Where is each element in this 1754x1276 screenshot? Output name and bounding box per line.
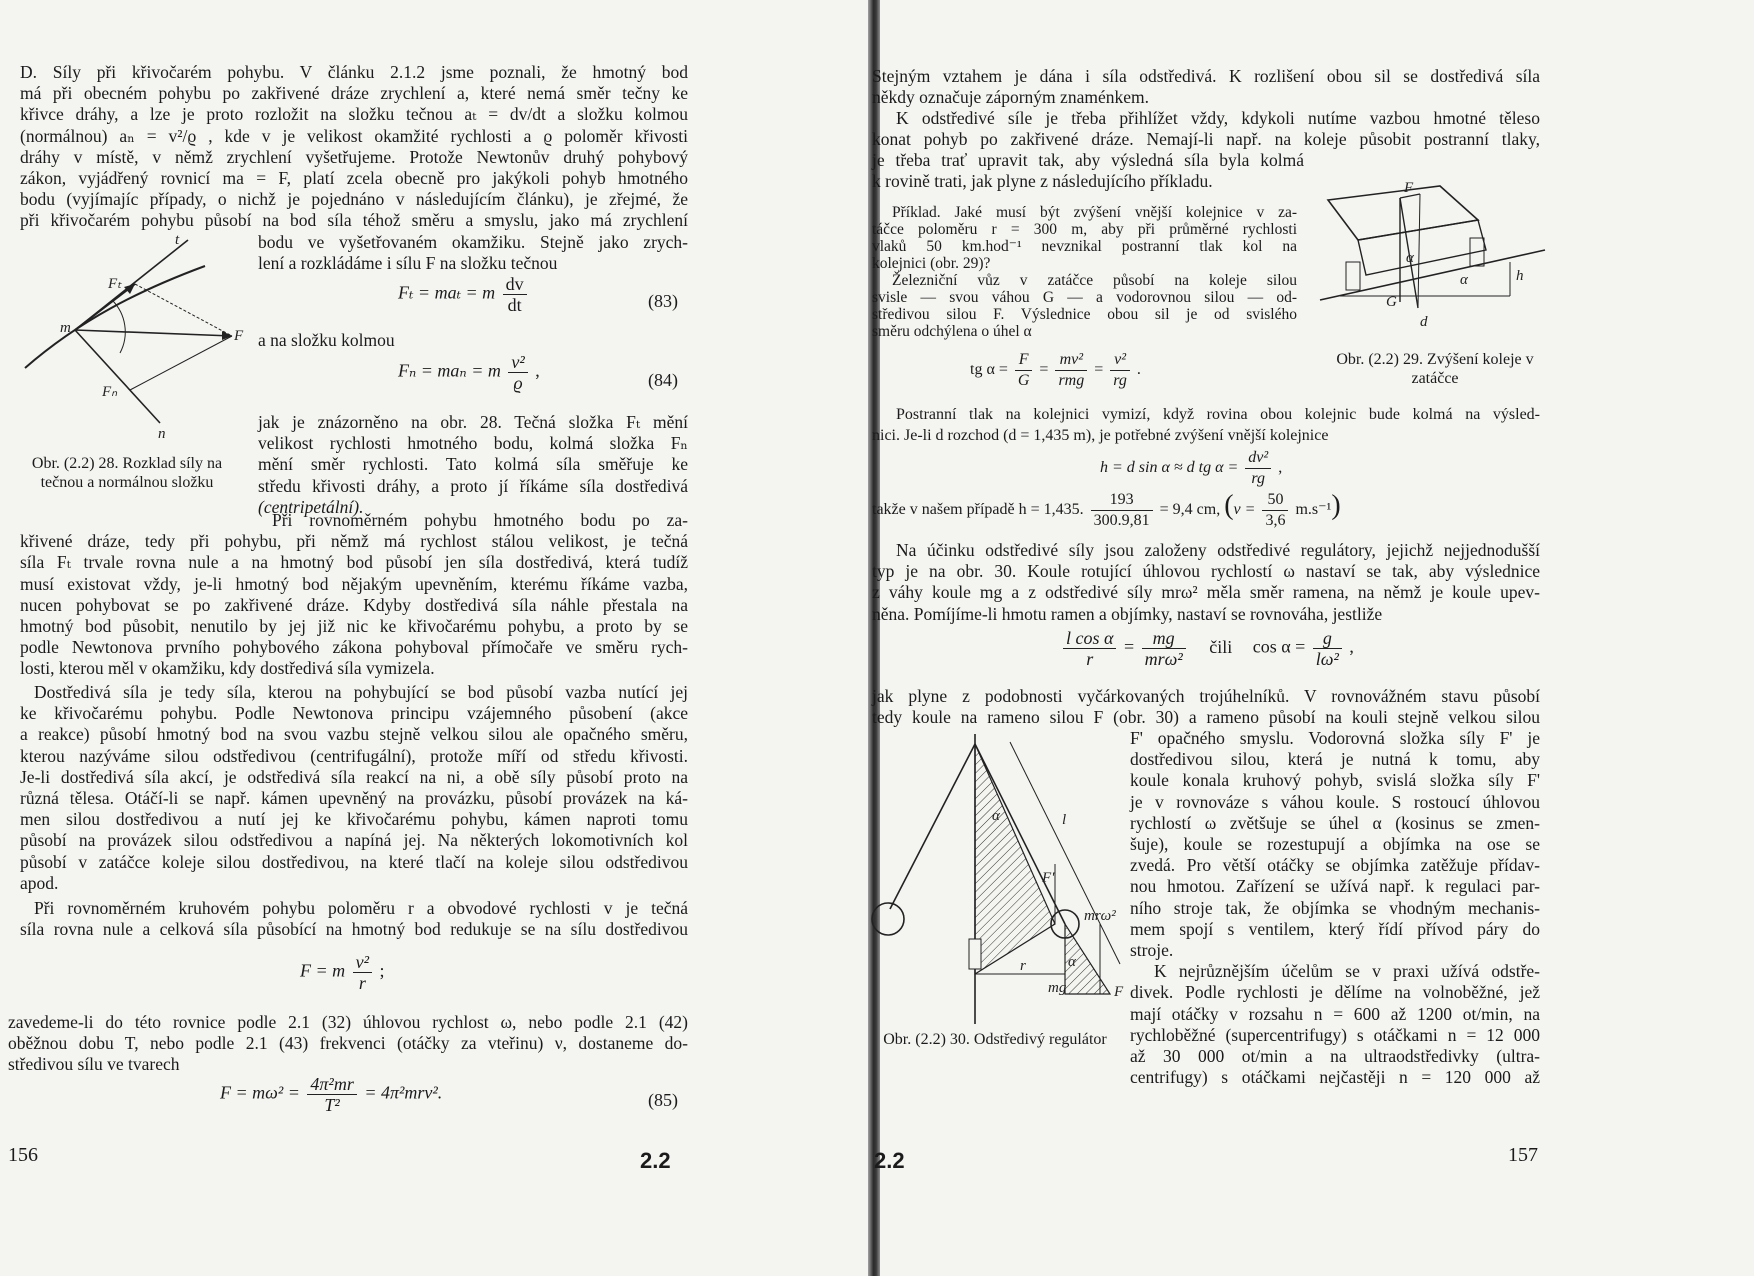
text-line: hmotný bod působit, nenutilo by jej již nic ke křivočarému pohybu, a proto by se: [20, 616, 688, 637]
paragraph-centripetal: [20, 682, 688, 894]
text-line: svisle — svou váhou G — a vodorovnou silou — od-: [872, 289, 1297, 306]
label-F: F: [1114, 984, 1124, 1000]
eq-tail: ,: [1278, 459, 1283, 477]
label-alpha: α: [992, 808, 1000, 824]
text-line: typ je na obr. 30. Koule rotující úhlovou rychlostí ω nastaví se tak, aby výslednice: [872, 561, 1540, 582]
denominator: ϱ: [513, 373, 523, 393]
track-plane: [1320, 250, 1545, 300]
text-line: stroje.: [1130, 940, 1174, 961]
label-F-prime: F': [1042, 870, 1055, 886]
left-page: [0, 0, 868, 1276]
fraction: [1015, 350, 1033, 391]
label-alpha: α: [1406, 250, 1414, 266]
figure-29-rail-elevation: [1320, 180, 1550, 345]
eq-mid: čili: [1209, 636, 1233, 657]
eq-lhs: Fₙ = maₙ = m: [398, 360, 501, 381]
numerator: 50: [1262, 490, 1288, 511]
figure-30-centrifugal-regulator: [870, 734, 1140, 1024]
page-number: 156: [8, 1144, 38, 1166]
text-line: velikost rychlosti hmotného bodu, kolmá složka Fₙ: [258, 433, 688, 454]
denominator: dt: [507, 295, 522, 315]
text-line: má při obecném pohybu po zakřivené dráze zrychlení a, které nemá směr tečny ke: [20, 83, 688, 104]
text-line: mají otáčky v rozsahu n = 600 až 1200 ot/min, na: [1130, 1003, 1540, 1024]
text-line: rychloběžné (supercentrifugy) s otáčkami n = 12 000: [1130, 1024, 1540, 1045]
text-line: křivce dráhy, a lze je proto rozložit na složku tečnou aₜ = dv/dt a složku kolmou: [20, 104, 688, 125]
equation-circular: [300, 952, 385, 993]
fraction: [1055, 350, 1087, 391]
text-line: a na složku kolmou: [258, 330, 395, 350]
numerator: v²: [353, 952, 372, 973]
text-line: D. Síly při křivočarém pohybu. V článku 2.1.2 jsme poznali, že hmotný bod: [20, 62, 688, 82]
label-n: n: [158, 426, 166, 442]
fraction: [1110, 350, 1130, 391]
fraction: [1313, 628, 1342, 669]
figure-30-caption: Obr. (2.2) 30. Odstředivý regulátor: [883, 1031, 1107, 1048]
text-line: kolejnici (obr. 29)?: [872, 255, 991, 272]
text-line: Postranní tlak na kolejnici vymizí, když rovina obou kolejnic bude kolmá na výsled-: [896, 406, 1540, 423]
fraction: [353, 952, 372, 993]
equation-tg: tg α = $\frac{F}{G}$ = $\frac{\text{mv²}}{\text{rmg}}$ = $\frac{\text{v²}}{rg}$ .: [970, 351, 1141, 389]
paragraph-circular: [20, 898, 688, 940]
text-line: Dostředivá síla je tedy síla, kterou na pohybující se bod působí vazba nutící jej: [34, 682, 688, 702]
text-line: směru odchýlena o úhel α: [872, 323, 1032, 340]
text-line: zákon, vyjádřený rovnicí ma = F, platí zcela obecně pro jakýkoli pohyb hmotného: [20, 168, 688, 189]
text-line: divek. Podle rychlosti je dělíme na volnoběžné, jež: [1130, 982, 1540, 1003]
numerator: 193: [1091, 490, 1153, 511]
paragraph-regulator-text: [1130, 728, 1540, 1088]
paragraph-beside-figure: [258, 232, 688, 274]
numerator: v²: [1110, 350, 1130, 371]
numerator: mv²: [1055, 350, 1087, 371]
normal-line: [75, 330, 160, 423]
text-line: Je-li dostředivá síla akcí, je odstředivá síla reakcí na ni, a obě síly působí proto na: [20, 766, 688, 787]
eq-lhs: Fₜ = maₜ = m: [398, 282, 496, 303]
label-l: l: [1062, 812, 1067, 828]
arm-left: [890, 744, 975, 909]
text-line: dráhy v místě, v němž zrychlení vyšetřujeme. Protože Newtonův druhý pohybový: [20, 146, 688, 167]
equation-84: [398, 352, 540, 393]
paragraph-top: [872, 66, 1540, 108]
numerator: dv²: [1245, 448, 1271, 469]
eq-lhs: F = mω² =: [220, 1082, 300, 1103]
denominator: lω²: [1315, 649, 1339, 669]
figure-29-caption: Obr. (2.2) 29. Zvýšení koleje v zatáčce: [1336, 351, 1534, 387]
equation-85: [220, 1074, 442, 1115]
text-line: Při rovnoměrném pohybu hmotného bodu po za-: [272, 510, 688, 530]
text-line: ke křivočarému pohybu. Podle Newtonova principu vzájemného působení (akce: [20, 703, 688, 724]
text-line: lení a rozkládáme i sílu F na složku tečnou: [258, 253, 558, 274]
denominator: 300.9,81: [1093, 512, 1150, 529]
fraction: [1063, 628, 1116, 669]
figure-28-force-decomposition: [20, 228, 250, 448]
equation-case: takže v našem případě h = 1,435. $\frac{193}{300.9,81}$ = 9,4 cm, (v = $\frac{50}{3,6}$ m.s⁻¹): [872, 490, 1341, 529]
text-line: vlaků 50 km.hod⁻¹ nevznikal postranní tlak kol na: [872, 238, 1297, 255]
text-line: musí existovat vždy, je-li hmotný bod nějakým upevněním, kterému říkáme vazba,: [20, 573, 688, 594]
text-line: podle Newtonova prvního pohybového zákona pohyboval přímočaře ve směru rych-: [20, 637, 688, 658]
eq-mid: = 9,4 cm,: [1159, 501, 1221, 519]
text-line: zavedeme-li do této rovnice podle 2.1 (32) úhlovou rychlost ω, nebo podle 2.1 (42): [8, 1012, 688, 1032]
dashed-line: [1418, 194, 1420, 308]
text-line: různá tělesa. Otáčí-li se např. kámen upevněný na provázku, působí provázek na ká-: [20, 788, 688, 809]
denominator: rmg: [1058, 372, 1085, 389]
denominator: 3,6: [1265, 512, 1286, 529]
text-and-normal: [258, 330, 558, 351]
sleeve: [969, 939, 981, 969]
ball-left: [872, 903, 904, 935]
fraction: [1262, 490, 1288, 531]
text-line: (centripetální).: [258, 496, 364, 517]
paragraph-equilibrium: [872, 686, 1540, 728]
label-mrw2: mrω²: [1084, 908, 1116, 924]
text-line: rychlostí ω zvětšuje se úhel α (kosinus se zmen-: [1130, 812, 1540, 833]
right-page: [872, 0, 1754, 1276]
text-line: nici. Je-li d rozchod (d = 1,435 m), je potřebné zvýšení vnější kolejnice: [872, 427, 1329, 445]
label-G: G: [1386, 294, 1397, 310]
text-line: táčce poloměru r = 300 m, aby při průměrné rychlosti: [872, 221, 1297, 238]
label-mg: mg: [1048, 980, 1067, 996]
label-alpha: α: [1068, 954, 1076, 970]
text-line: Příklad. Jaké musí být zvýšení vnější kolejnice v za-: [892, 204, 1297, 221]
text-line: středivou sílu ve tvarech: [8, 1054, 180, 1075]
equation-83: [398, 274, 530, 315]
text-line: oběžnou dobu T, nebo podle 2.1 (43) frekvenci (otáčky za vteřinu) ν, dostaneme do-: [8, 1033, 688, 1054]
eq-tail: .: [1136, 361, 1141, 379]
eq-tail: ,: [535, 360, 540, 381]
numerator: v²: [508, 352, 527, 373]
text-line: šuje), koule se rozestupují a objímka na ose se: [1130, 834, 1540, 855]
text-line: kterou nazýváme silou odstředivou (centrifugální), protože míří od středu křivosti.: [20, 745, 688, 766]
label-F: F: [1404, 180, 1414, 196]
label-h: h: [1516, 268, 1524, 284]
example-paragraph: [872, 204, 1297, 340]
text-line: men silou dostředivou a nutí jej ke křivočarému pohybu, kámen naproti tomu: [20, 809, 688, 830]
text-line: až 30 000 ot/min a na ultraodstředivky (ultra-: [1130, 1046, 1540, 1067]
text-line: mem spojí s ventilem, který řídí přívod páry do: [1130, 918, 1540, 939]
denominator: r: [1086, 649, 1094, 669]
text-line: bodu (vyjímajíc případy, o nichž je pojednáno v následujícím článku), je zřejmé, že: [20, 189, 688, 210]
dashed-line: [135, 284, 232, 336]
text-line: působí v zatáčce koleje silou dostředivou, na které tlačí na koleje silou odstředivou: [20, 851, 688, 872]
text-line: K nejrůznějším účelům se v praxi užívá odstře-: [1154, 961, 1540, 982]
paragraph-track: [872, 150, 1304, 192]
text-line: konat pohyb po zakřivené dráze. Nemají-li např. na koleje působit postranní tlaky,: [872, 129, 1540, 150]
numerator: g: [1313, 628, 1342, 649]
text-line: z váhy koule mg a z odstředivé síly mrω² měla směr ramena, na němž je koule upev-: [872, 582, 1540, 603]
denominator: mrω²: [1144, 649, 1183, 669]
text-line: losti, kterou měl v okamžiku, kdy dostředivá síla vymizela.: [20, 658, 435, 679]
text-line: jak je znázorněno na obr. 28. Tečná složka Fₜ mění: [258, 412, 688, 432]
text-line: zvedá. Pro větší otáčky se objímka zatěžuje přídav-: [1130, 855, 1540, 876]
numerator: dv: [503, 274, 527, 295]
eq-tail: ;: [379, 960, 385, 981]
eq-lhs: h = d sin α ≈ d tg α =: [1100, 459, 1239, 477]
equation-number: (85): [648, 1090, 678, 1110]
text-line: něna. Pomíjíme-li hmotu ramen a objímky, nastaví se rovnováha, jestliže: [872, 603, 1383, 624]
force-Ft-vector: [75, 284, 135, 330]
label-d: d: [1420, 314, 1428, 330]
numerator: l cos α: [1063, 628, 1116, 649]
text-line: ního stroje tak, že objímka se vhodným mechanis-: [1130, 897, 1540, 918]
text-line: síla rovna nule a celková síla působící na hmotný bod redukuje se na sílu dostředivou: [20, 919, 688, 940]
eq-lhs: F = m: [300, 960, 346, 981]
fraction: [508, 352, 527, 393]
paragraph-centrifugal: [872, 108, 1540, 150]
text-line: F' opačného smyslu. Vodorovná složka síly F' je: [1130, 728, 1540, 748]
eq-cos: cos α =: [1252, 636, 1306, 657]
intro-paragraph: [20, 62, 688, 232]
paragraph-substitution: [8, 1012, 688, 1076]
numerator: mg: [1142, 628, 1186, 649]
text-line: Stejným vztahem je dána i síla odstředivá. K rozlišení obou sil se dostředivá síla: [872, 66, 1540, 86]
label-alpha: α: [1460, 272, 1468, 288]
eq-pre: takže v našem případě h = 1,435.: [872, 501, 1084, 519]
angle-arc: [112, 300, 125, 353]
eq-tail: ,: [1349, 636, 1354, 657]
label-t: t: [175, 232, 180, 248]
label-Ft: Fₜ: [108, 276, 122, 292]
text-line: nou hmotou. Zařízení se užívá např. k regulaci par-: [1130, 876, 1540, 897]
eq-tail: = 4π²mrν².: [364, 1082, 443, 1103]
text-line: středu křivosti dráhy, a proto jí říkáme síla dostředivá: [258, 475, 688, 496]
numerator: F: [1015, 350, 1033, 371]
paragraph-uniform-motion: [20, 510, 688, 680]
fraction: [1245, 448, 1271, 489]
text-line: někdy označuje záporným znaménkem.: [872, 87, 1149, 108]
section-number: 2.2: [874, 1148, 905, 1173]
text-line: k rovině trati, jak plyne z následujícího příkladu.: [872, 171, 1213, 192]
left-wheel: [1346, 262, 1360, 290]
text-line: koule konala kruhový pohyb, svislá složka síly F': [1130, 770, 1540, 791]
text-line: síla Fₜ trvale rovna nule a na hmotný bod působí jen síla dostředivá, která tudíž: [20, 552, 688, 573]
hatched-triangle-large: [975, 744, 1055, 974]
fraction: [307, 1074, 356, 1115]
text-line: Železniční vůz v zatáčce působí na koleje silou: [892, 272, 1297, 289]
label-F: F: [234, 328, 244, 344]
text-line: mění směr rychlosti. Tato kolmá síla směřuje ke: [258, 454, 688, 475]
page-number: 157: [1508, 1144, 1538, 1166]
equation-cos: $\frac{\text{l cos α}}{r}$ = $\frac{mg}{\text{mrω²}}$ čili cos α = $\frac{g}{\text{lω²}}$ ,: [1060, 628, 1354, 669]
text-line: Na účinku odstředivé síly jsou založeny odstředivé regulátory, jejichž nejjednodušší: [896, 540, 1540, 560]
denominator: rg: [1113, 372, 1127, 389]
paragraph-lateral: [872, 404, 1540, 446]
text-line: dostředivou silou, která je nutná k tomu, aby: [1130, 749, 1540, 770]
section-number: 2.2: [640, 1148, 671, 1173]
text-line: působí na provázek silou odstředivou a napíná jej. Na některých lokomotivních kol: [20, 830, 688, 851]
force-F-vector: [75, 330, 232, 336]
text-line: středivou silou F. Výslednice obou sil je od svislého: [872, 306, 1297, 323]
text-line: bodu ve vyšetřovaném okamžiku. Stejně jako zrych-: [258, 232, 688, 252]
text-line: tedy koule na rameno silou F (obr. 30) a rameno působí na kouli stejně velkou silou: [872, 707, 1540, 728]
paragraph-components: [258, 412, 688, 518]
eq-unit: m.s⁻¹: [1295, 501, 1332, 519]
label-r: r: [1020, 958, 1026, 974]
text-line: centrifugy) s otáčkami nejčastěji n = 120 000 až: [1130, 1067, 1540, 1088]
denominator: G: [1017, 372, 1030, 389]
text-line: je třeba trať upravit tak, aby výsledná síla byla kolmá: [872, 150, 1304, 170]
text-line: apod.: [20, 872, 59, 893]
paragraph-regulators: [872, 540, 1540, 625]
denominator: T²: [324, 1095, 340, 1115]
text-line: nucen pohybovat se po zakřivené dráze. Kdyby dostředivá síla náhle přestala na: [20, 594, 688, 615]
label-Fn: Fₙ: [102, 384, 118, 400]
text-line: Při rovnoměrném kruhovém pohybu poloměru r a obvodové rychlosti v je tečná: [34, 898, 688, 918]
denominator: r: [358, 973, 366, 993]
eq-lhs: tg α =: [970, 361, 1008, 379]
fraction: [1091, 490, 1153, 531]
label-m: m: [60, 320, 71, 336]
figure-28-caption: Obr. (2.2) 28. Rozklad síly na tečnou a normálnou složku: [31, 455, 223, 491]
text-line: je v rovnováze s váhou koule. S rostoucí úhlovou: [1130, 791, 1540, 812]
fraction: [1142, 628, 1186, 669]
denominator: rg: [1251, 470, 1266, 487]
equation-h: [1100, 448, 1282, 489]
numerator: 4π²mr: [307, 1074, 356, 1095]
text-line: jak plyne z podobnosti vyčárkovaných trojúhelníků. V rovnovážném stavu působí: [872, 686, 1540, 706]
text-line: při křivočarém pohybu působí na bod síla téhož směru a smyslu, jako má zrychlení: [20, 210, 688, 231]
eq-v: v =: [1233, 501, 1256, 519]
fraction: [503, 274, 527, 315]
component-line: [130, 336, 232, 390]
equation-number: (84): [648, 370, 678, 390]
text-line: a reakce) působí hmotný bod na svou vazbu stejně velkou silou ale opačného směru,: [20, 724, 688, 745]
text-line: K odstředivé síle je třeba přihlížet vždy, kdykoli nutíme vazbou hmotné těleso: [896, 108, 1540, 128]
text-line: křivené dráze, tedy při pohybu, při němž má rychlost stálou velikost, je tečná: [20, 531, 688, 552]
equation-number: (83): [648, 291, 678, 311]
text-line: (normálnou) aₙ = v²/ϱ , kde v je velikost okamžité rychlosti a ϱ poloměr křivosti: [20, 125, 688, 146]
